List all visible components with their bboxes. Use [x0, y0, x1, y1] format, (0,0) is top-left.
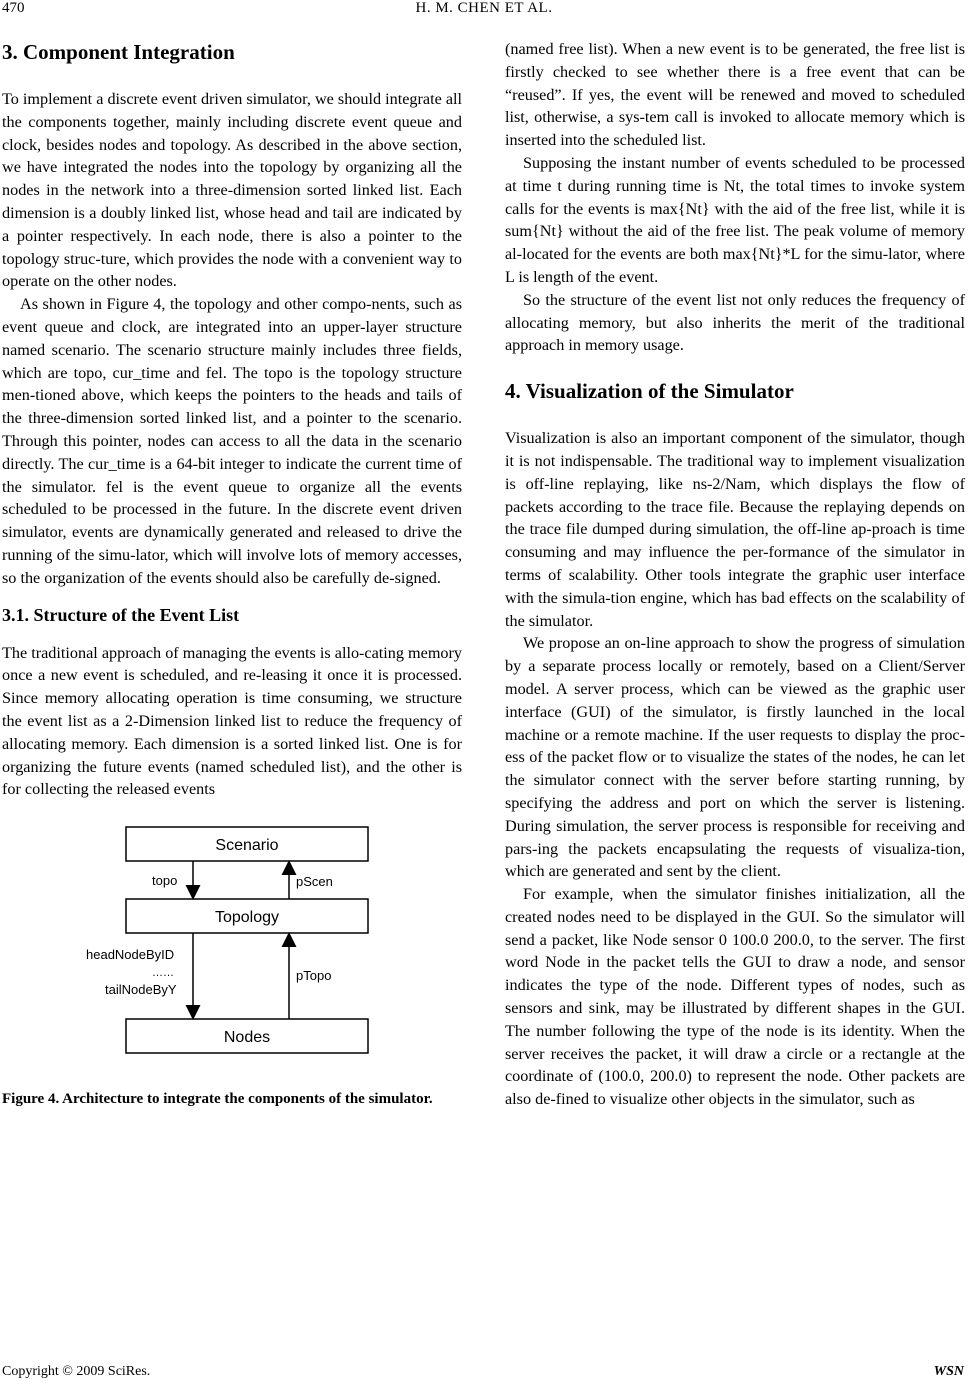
tailnode-label: tailNodeByY [105, 982, 177, 998]
dots-label: …… [152, 967, 174, 980]
journal-name: WSN [933, 1364, 964, 1379]
page-header [0, 0, 968, 22]
paragraph: The traditional approach of managing the events is allo-cating memory once a new event is scheduled, and re-leasing it once it is processed. Since memory allocating operation is time consuming, we structure the event list as a 2-Dimension linked list to reduce the frequency of allocating memory. Each dimension is a sorted linked list. One is for organizing the future events (named scheduled list), and the other is for collecting the released events [2, 643, 462, 799]
right-column [505, 38, 965, 1111]
section-4-title: 4. Visualization of the Simulator [505, 379, 794, 404]
page-number: 470 [2, 0, 25, 16]
paragraph: We propose an on-line approach to show the progress of simulation by a separate process locally or remotely, based on a Client/Server model. A server process, which can be viewed as the graphic user interface (GUI) of the simulator, is firstly launched in the local machine or a remote machine. If the user requests to display the proc-ess of the packet flow or to visualize the states of the nodes, he can let the simulator connect with the server before starting running, by specifying the address and port on which the server is listening. During simulation, the server process is responsible for receiving and pars-ing the packets encapsulating the requests of visualiza-tion, which are generated and sent by the client. [505, 634, 965, 881]
architecture-diagram [2, 817, 462, 1067]
paragraph: To implement a discrete event driven simulator, we should integrate all the components together, mainly including discrete event queue and clock, besides nodes and topology. As described in the above section, we have integrated the nodes into the topology by organizing all the nodes in the network into a three-dimension sorted linked list. Each dimension is a doubly linked list, whose head and tail are indicated by a pointer respectively. In each node, there is also a pointer to the topology struc-ture, which provides the node with a convenient way to operate on the other nodes. [2, 90, 462, 291]
topology-label: Topology [214, 909, 280, 927]
paragraph: For example, when the simulator finishes initialization, all the created nodes need to be displayed in the GUI. So the simulator will send a packet, like Node sensor 0 100.0 200.0, to the server. The first word Node in the packet tells the GUI to draw a node, and sensor indicates the type of the node. Different types of nodes, such as sensors and sink, may be illustrated by different shapes in the GUI. The number following the type of the node is its identity. When the server receives the packet, it will draw a circle or a rectangle at the coordinate of (100.0, 200.0) to represent the node. Other packets are also de-fined to visualize other objects in the simulator, such as [505, 885, 965, 1109]
paragraph: As shown in Figure 4, the topology and other compo-nents, such as event queue and clock, are integrated into an upper-layer structure named scenario. The scenario structure mainly includes three fields, which are topo, cur_time and fel. The topo is the topology structure men-tioned above, which keeps the pointers to the heads and tails of the three-dimension sorted linked list, and a pointer to the scenario. Through this pointer, nodes can access to all the data in the scenario directly. The cur_time is a 64-bit integer to indicate the current time of the simulator. fel is the event queue to organize all the events scheduled to be processed in the future. In the discrete event driven simulator, events are dynamically generated and released to drive the running of the simu-lator, which will involve lots of memory accesses, so the organization of the events should also be carefully de-signed. [2, 295, 462, 587]
section-3-title: 3. Component Integration [2, 40, 235, 64]
paragraph: Visualization is also an important component of the simulator, though it is not indispensable. The traditional way to implement visualization is off-line replaying, like ns-2/Nam, which displays the flow of packets according to the trace file. Because the replaying depends on the trace file dumped during simulation, the off-line ap-proach is time consuming and may influence the per-formance of the simulator in terms of scalability. Other tools integrate the graphic user interface with the simula-tion engine, which has bad effects on the scalability of the simulator. [505, 429, 965, 630]
paragraph: Supposing the instant number of events scheduled to be processed at time t during running time is Nt, the total times to invoke system calls for the events is max{Nt} with the aid of the free list, while it is sum{Nt} without the aid of the free list. The peak volume of memory al-located for the events are both max{Nt}*L for the simu-lator, where L is length of the event. [505, 153, 965, 286]
paragraph: (named free list). When a new event is to be generated, the free list is firstly checked to see whether there is a free event that can be “reused”. If yes, the event will be renewed and moved to scheduled list, otherwise, a sys-tem call is invoked to allocate memory which is inserted into the scheduled list. [505, 40, 965, 150]
headnode-label: headNodeByID [86, 947, 175, 963]
ptopo-label: pTopo [296, 968, 332, 984]
section-3-1-title: 3.1. Structure of the Event List [2, 604, 240, 625]
topo-label: topo [152, 873, 178, 889]
left-column [2, 38, 462, 1110]
pscen-label: pScen [296, 874, 333, 890]
nodes-label: Nodes [223, 1029, 271, 1047]
figure-4 [2, 817, 462, 1067]
scenario-label: Scenario [215, 837, 279, 855]
figure-caption: Figure 4. Architecture to integrate the components of the simulator. [2, 1091, 433, 1108]
paragraph: So the structure of the event list not only reduces the frequency of allocating memory, but also inherits the merit of the traditional approach in memory usage. [505, 290, 965, 355]
running-head: H. M. CHEN ET AL. [415, 0, 553, 16]
copyright: Copyright © 2009 SciRes. [2, 1364, 151, 1379]
page-footer [2, 1364, 964, 1380]
